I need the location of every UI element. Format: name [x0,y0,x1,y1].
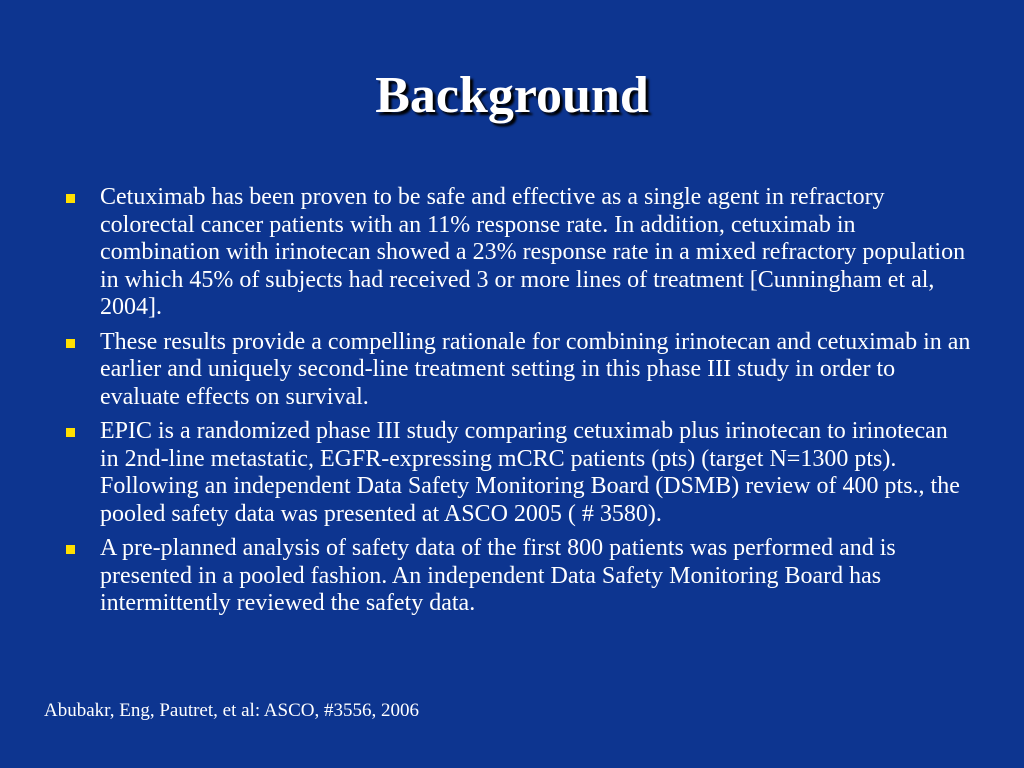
bullet-text: These results provide a compelling rationale for combining irinotecan and cetuximab in an earlier and uniquely second-line treatment setting in this phase III study in order to evaluate effects on survival. [100,328,971,410]
square-bullet-icon [66,545,75,554]
bullet-list [60,184,972,625]
bullet-item [60,535,972,618]
bullet-text: Cetuximab has been proven to be safe and effective as a single agent in refractory colorectal cancer patients with an 11% response rate. In addition, cetuximab in combination with irinotecan showed a 23% response rate in a mixed refractory population in which 45% of subjects had received 3 or more lines of treatment [Cunningham et al, 2004]. [100,184,966,320]
citation-footer: Abubakr, Eng, Pautret, et al: ASCO, #3556, 2006 [44,700,419,721]
bullet-text: EPIC is a randomized phase III study comparing cetuximab plus irinotecan to irinotecan in 2nd-line metastatic, EGFR-expressing mCRC patients (pts) (target N=1300 pts). Following an independent Data Safety Monitoring Board (DSMB) review of 400 pts., the pooled safety data was presented at ASCO 2005 ( # 3580). [100,418,960,527]
slide-title: Background [375,67,649,124]
square-bullet-icon [66,194,75,203]
bullet-text: A pre-planned analysis of safety data of the first 800 patients was performed and is presented in a pooled fashion. An independent Data Safety Monitoring Board has intermittently reviewed the safety data. [100,535,896,616]
bullet-item [60,418,972,528]
bullet-item [60,329,972,412]
square-bullet-icon [66,428,75,437]
square-bullet-icon [66,339,75,348]
bullet-item [60,184,972,322]
